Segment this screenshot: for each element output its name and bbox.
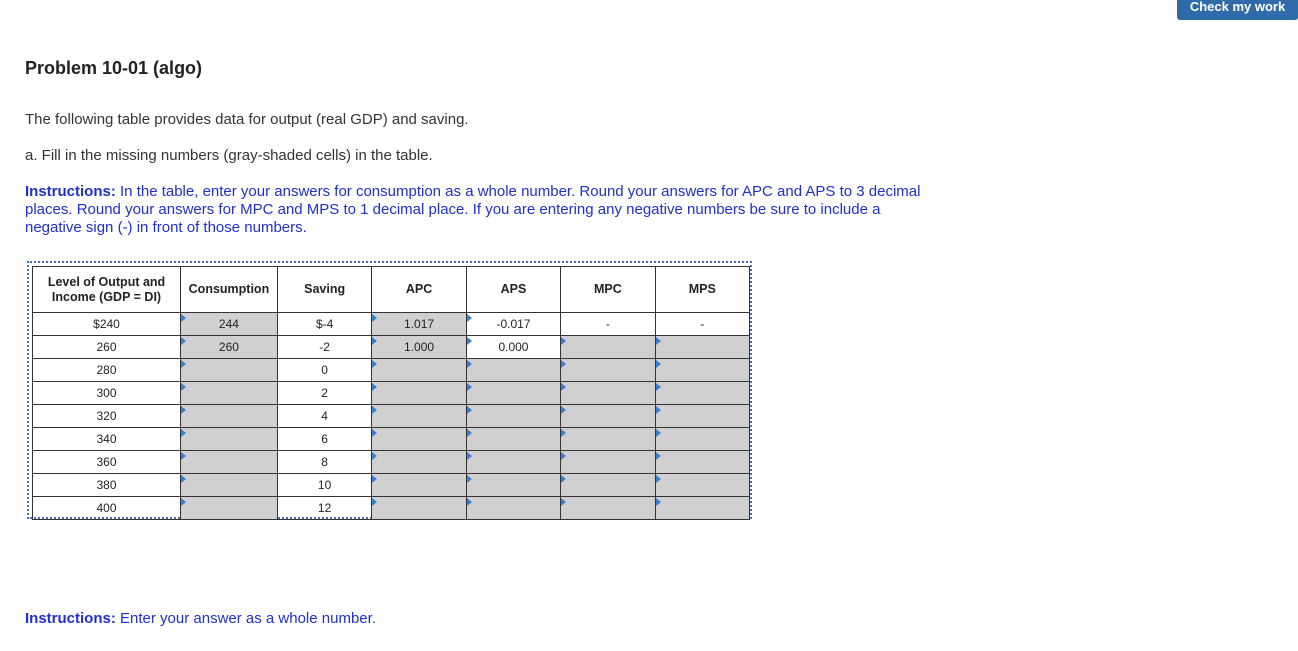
gdp-cell: 320 — [33, 405, 181, 428]
aps-input[interactable]: -0.017 — [466, 313, 560, 336]
mps-input[interactable] — [655, 474, 749, 497]
apc-input[interactable]: 1.000 — [372, 336, 466, 359]
mps-input[interactable] — [655, 497, 749, 520]
data-table-container — [27, 261, 752, 519]
mpc-input[interactable] — [561, 474, 655, 497]
table-row — [33, 405, 750, 428]
table-row — [33, 336, 750, 359]
mpc-input[interactable] — [561, 382, 655, 405]
table-row — [33, 474, 750, 497]
saving-cell: 2 — [277, 382, 372, 405]
intro-text: The following table provides data for output (real GDP) and saving. — [25, 111, 469, 128]
gdp-cell: 400 — [33, 497, 181, 520]
table-header-row — [33, 267, 750, 313]
saving-cell: 6 — [277, 428, 372, 451]
problem-title: Problem 10-01 (algo) — [25, 58, 203, 78]
gdp-cell: $240 — [33, 313, 181, 336]
mps-input[interactable] — [655, 428, 749, 451]
header-mps: MPS — [655, 267, 749, 313]
table-row — [33, 497, 750, 520]
mps-input[interactable] — [655, 382, 749, 405]
mps-input[interactable] — [655, 336, 749, 359]
apc-input[interactable] — [372, 497, 466, 520]
consumption-input[interactable] — [181, 405, 278, 428]
consumption-input[interactable] — [181, 382, 278, 405]
instructions-line-1: In the table, enter your answers for consumption as a whole number. Round your answers for APC and APS to 3 decimal — [115, 183, 921, 200]
mpc-input[interactable] — [561, 405, 655, 428]
consumption-input[interactable] — [181, 497, 278, 520]
mpc-input[interactable] — [561, 336, 655, 359]
aps-input[interactable] — [466, 497, 560, 520]
mps-cell: - — [655, 313, 749, 336]
mps-input[interactable] — [655, 405, 749, 428]
gdp-cell: 380 — [33, 474, 181, 497]
bottom-instructions-label: Instructions: — [25, 610, 116, 627]
saving-cell: 4 — [277, 405, 372, 428]
consumption-input[interactable]: 244 — [181, 313, 278, 336]
consumption-input[interactable]: 260 — [181, 336, 278, 359]
mpc-input[interactable] — [561, 497, 655, 520]
table-row — [33, 382, 750, 405]
header-mpc: MPC — [561, 267, 655, 313]
apc-input[interactable] — [372, 405, 466, 428]
gdp-cell: 260 — [33, 336, 181, 359]
table-row — [33, 313, 750, 336]
mpc-cell: - — [561, 313, 655, 336]
aps-input[interactable]: 0.000 — [466, 336, 560, 359]
saving-cell: -2 — [277, 336, 372, 359]
aps-input[interactable] — [466, 359, 560, 382]
apc-input[interactable] — [372, 451, 466, 474]
mpc-input[interactable] — [561, 428, 655, 451]
mpc-input[interactable] — [561, 359, 655, 382]
apc-input[interactable] — [372, 428, 466, 451]
check-my-work-button[interactable]: Check my work — [1177, 0, 1298, 20]
gdp-cell: 340 — [33, 428, 181, 451]
consumption-input[interactable] — [181, 451, 278, 474]
bottom-instructions-text: Enter your answer as a whole number. — [115, 610, 376, 627]
data-table — [32, 266, 750, 520]
consumption-input[interactable] — [181, 474, 278, 497]
gdp-cell: 300 — [33, 382, 181, 405]
aps-input[interactable] — [466, 382, 560, 405]
apc-input[interactable] — [372, 382, 466, 405]
instructions-line-2: places. Round your answers for MPC and MPS to 1 decimal place. If you are entering any negative numbers be sure to include a — [25, 201, 881, 218]
apc-input[interactable] — [372, 474, 466, 497]
header-apc: APC — [372, 267, 466, 313]
table-row — [33, 428, 750, 451]
saving-cell: $-4 — [277, 313, 372, 336]
saving-cell: 10 — [277, 474, 372, 497]
apc-input[interactable] — [372, 359, 466, 382]
gdp-cell: 280 — [33, 359, 181, 382]
mps-input[interactable] — [655, 451, 749, 474]
mpc-input[interactable] — [561, 451, 655, 474]
table-row — [33, 451, 750, 474]
instructions-block — [25, 183, 920, 237]
aps-input[interactable] — [466, 451, 560, 474]
aps-input[interactable] — [466, 405, 560, 428]
apc-input[interactable]: 1.017 — [372, 313, 466, 336]
saving-cell: 0 — [277, 359, 372, 382]
header-gdp: Level of Output and Income (GDP = DI) — [33, 267, 181, 313]
aps-input[interactable] — [466, 428, 560, 451]
header-saving: Saving — [277, 267, 372, 313]
bottom-instructions — [25, 610, 376, 628]
instructions-line-3: negative sign (-) in front of those numbers. — [25, 219, 307, 236]
consumption-input[interactable] — [181, 428, 278, 451]
header-aps: APS — [466, 267, 560, 313]
table-row — [33, 359, 750, 382]
mps-input[interactable] — [655, 359, 749, 382]
saving-cell: 8 — [277, 451, 372, 474]
saving-cell: 12 — [277, 497, 372, 520]
header-consumption: Consumption — [181, 267, 278, 313]
consumption-input[interactable] — [181, 359, 278, 382]
gdp-cell: 360 — [33, 451, 181, 474]
aps-input[interactable] — [466, 474, 560, 497]
instructions-label: Instructions: — [25, 183, 116, 200]
part-a-text: a. Fill in the missing numbers (gray-shaded cells) in the table. — [25, 147, 433, 164]
